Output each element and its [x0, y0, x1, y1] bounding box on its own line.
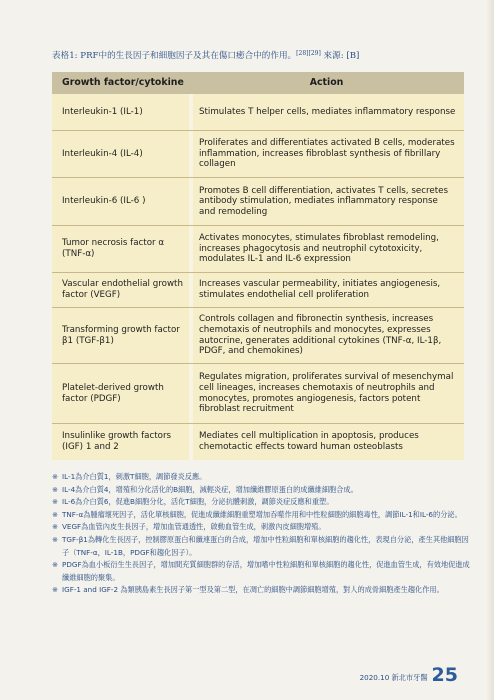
growth-factor-table	[52, 72, 464, 460]
factor-cell: Tumor necrosis factor α (TNF-α)	[62, 238, 165, 259]
header-action: Action	[309, 77, 344, 88]
table-row	[52, 226, 464, 273]
note-marker: ※	[52, 585, 59, 595]
table-header	[52, 72, 464, 94]
action-cell: Mediates cell multiplication in apoptosis, produces chemotactic effects toward human osteoblasts	[199, 431, 419, 452]
note-item	[52, 521, 472, 534]
note-marker: ※	[52, 522, 59, 532]
factor-cell: Platelet-derived growth factor (PDGF)	[62, 382, 164, 404]
note-marker: ※	[52, 472, 59, 481]
factor-cell: Interleukin-1 (IL-1)	[62, 106, 143, 117]
note-text: IL-4為介白質4，增殖和分化活化的B細胞，減輕炎症，增加纖維膠原蛋白的成纖維細胞合成。	[62, 484, 358, 494]
note-marker: ※	[52, 509, 59, 519]
action-cell: Stimulates T helper cells, mediates inflammatory response	[199, 106, 456, 117]
note-text: IL-6為介白質6，促進B細胞分化，活化T細胞，分泌抗體刺激，調節炎症反應和重塑。	[62, 497, 334, 507]
factor-cell: Transforming growth factor β1 (TGF-β1)	[62, 324, 180, 346]
factor-cell: Insulinlike growth factors (IGF) 1 and 2	[62, 431, 172, 452]
note-item	[52, 496, 472, 509]
factor-cell: Interleukin-4 (IL-4)	[62, 148, 143, 159]
issue-label: 2020.10 新北市牙醫	[359, 673, 428, 682]
table-row	[52, 273, 464, 308]
header-growth-factor: Growth factor/cytokine	[62, 77, 184, 88]
table-row	[52, 131, 464, 178]
note-text: IL-1為介白質1，刺激T細胞，調節發炎反應。	[62, 472, 207, 481]
note-marker: ※	[52, 497, 59, 507]
note-item	[52, 534, 472, 559]
factor-cell: Interleukin-6 (IL-6 )	[62, 196, 146, 207]
note-marker: ※	[52, 484, 59, 494]
note-text: PDGF為血小板衍生生長因子，增加間充質細胞群的存活，增加嗜中性粒細胞和單核細胞的趨化性，促進血管生成，有效地促進成纖維細胞的聚集。	[62, 560, 470, 582]
table-row	[52, 424, 464, 460]
action-cell: Activates monocytes, stimulates fibroblast remodeling, increases phagocytosis and neutrophil cytotoxicity, modulates IL-1 and IL-6 expression	[199, 233, 439, 265]
note-item	[52, 471, 472, 484]
table-row	[52, 178, 464, 226]
abbreviation-notes	[52, 471, 472, 597]
note-marker: ※	[52, 560, 59, 570]
caption-source: 來源: [B]	[323, 51, 360, 61]
action-cell: Increases vascular permeability, initiates angiogenesis, stimulates endothelial cell proliferation	[199, 279, 441, 300]
note-item	[52, 509, 472, 522]
caption-refs: [28][29]	[296, 50, 321, 57]
note-item	[52, 584, 472, 597]
factor-cell: Vascular endothelial growth factor (VEGF)	[62, 279, 183, 300]
action-cell: Controls collagen and fibronectin synthesis, increases chemotaxis of neutrophils and monocytes, expresses autocrine, generates additional cytokines (TNF-α, IL-1β, PDGF, and chemokines)	[199, 314, 442, 357]
table-row	[52, 364, 464, 424]
table-row	[52, 308, 464, 364]
note-text: TGF-β1為轉化生長因子，控制膠原蛋白和纖連蛋白的合成，增加中性粒細胞和單核細胞的趨化性，表現自分泌，產生其他細胞因子（TNF-α，IL-1B，PDGF和趨化因子）。	[62, 534, 469, 557]
table-row	[52, 94, 464, 131]
page-footer	[360, 660, 458, 690]
action-cell: Proliferates and differentiates activated B cells, moderates inflammation, increases fibroblast synthesis of fibrillary collagen	[199, 138, 455, 170]
note-item	[52, 484, 472, 497]
action-cell: Regulates migration, proliferates survival of mesenchymal cell lineages, increases chemotaxis of neutrophils and monocytes, promotes angiogenesis, factors potent fibroblast recruitment	[199, 372, 454, 415]
page-number: 25	[431, 664, 458, 686]
note-marker: ※	[52, 534, 59, 544]
note-text: TNF-α為腫瘤壞死因子，活化單核細胞，促進成纖維細胞重塑增加吞噬作用和中性粒細胞的細胞毒性，調節IL-1和IL-6的分泌。	[62, 509, 462, 519]
caption-text: 表格1: PRF中的生長因子和細胞因子及其在傷口癒合中的作用。	[52, 51, 297, 61]
note-text: IGF-1 and IGF-2 為類胰島素生長因子第一型及第二型，在凋亡的細胞中調節細胞增殖，對人的成骨細胞產生趨化作用。	[62, 585, 444, 595]
note-text: VEGF為血管內皮生長因子，增加血管通透性，啟動血管生成，刺激內皮細胞增殖。	[62, 522, 326, 532]
note-item	[52, 559, 472, 584]
table-caption	[52, 48, 472, 62]
page-gutter-shadow	[486, 0, 494, 700]
action-cell: Promotes B cell differentiation, activates T cells, secretes antibody stimulation, mediates inflammatory response and remodeling	[199, 185, 448, 217]
